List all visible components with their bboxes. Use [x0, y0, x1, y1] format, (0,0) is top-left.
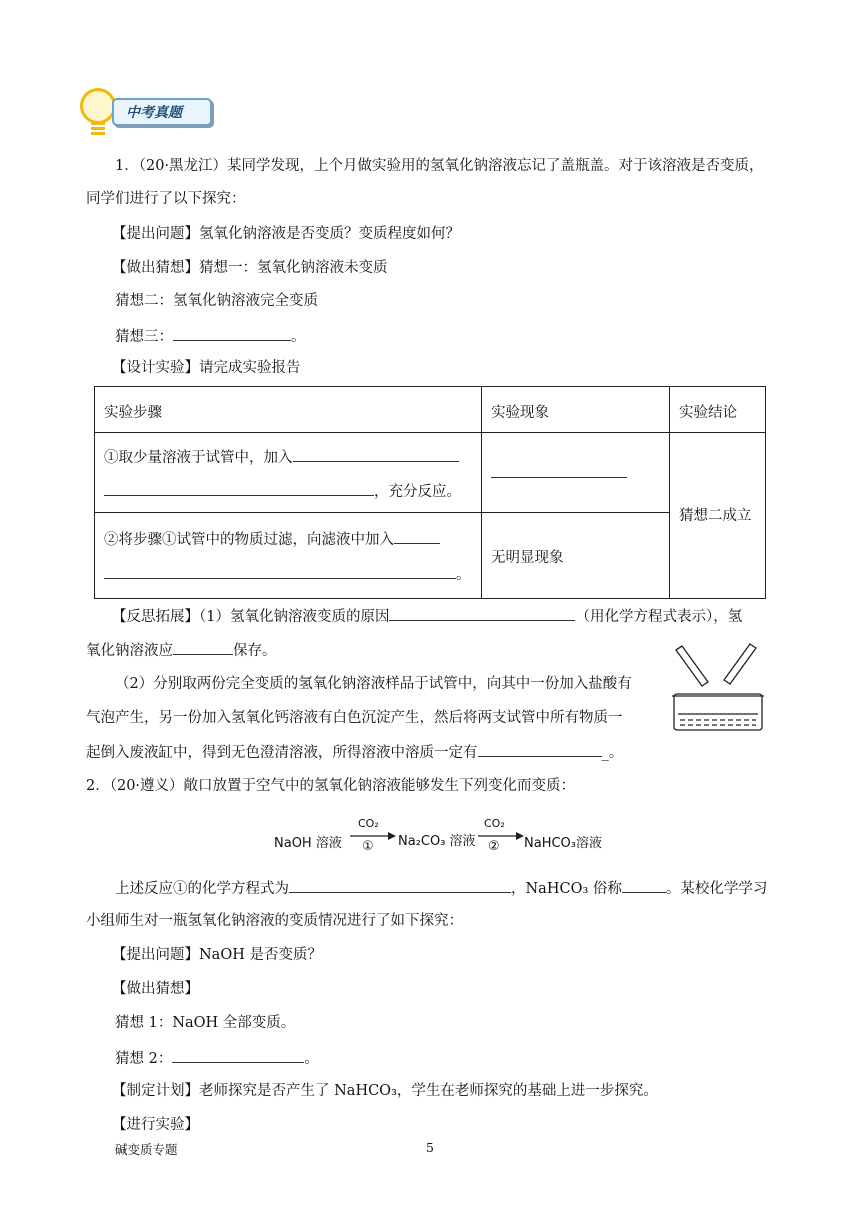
lightbulb-icon — [80, 88, 116, 124]
header-phenomenon: 实验现象 — [491, 405, 549, 421]
answer-blank[interactable] — [491, 462, 627, 478]
q1-design: 【设计实验】请完成实验报告 — [112, 360, 301, 376]
answer-blank[interactable] — [289, 877, 511, 893]
reaction-scheme — [274, 817, 614, 855]
row1-step-b: ，充分反应。 — [104, 480, 461, 501]
step-1-label: ① — [362, 839, 374, 854]
q1-reflect-2b: 气泡产生，另一份加入氢氧化钙溶液有白色沉淀产生，然后将两支试管中所有物质一 — [86, 710, 623, 726]
badge-tag — [112, 98, 212, 126]
test-tube-left-icon — [676, 646, 708, 686]
test-tube-right-icon — [724, 644, 756, 684]
q2-experiment: 【进行实验】 — [112, 1117, 199, 1133]
q2-guess-1: 猜想 1：NaOH 全部变质。 — [115, 1015, 296, 1031]
answer-blank[interactable] — [104, 480, 374, 496]
answer-blank[interactable] — [172, 1047, 304, 1063]
q2-ask: 【提出问题】NaOH 是否变质？ — [112, 947, 322, 963]
arrow-2-icon — [478, 831, 524, 841]
species-na2co3: Na₂CO₃ 溶液 — [398, 834, 476, 849]
q2-intro: 2．（20·遵义）敞口放置于空气中的氢氧化钠溶液能够发生下列变化而变质： — [86, 778, 576, 794]
step-2-label: ② — [488, 839, 500, 854]
q2-eq-2: 小组师生对一瓶氢氧化钠溶液的变质情况进行了如下探究： — [86, 913, 463, 929]
row1-phenomenon — [491, 462, 627, 482]
experiment-report-table — [94, 386, 766, 599]
answer-blank[interactable] — [622, 877, 666, 893]
q1-intro-1: 1．（20·黑龙江）某同学发现，上个月做实验用的氢氧化钠溶液忘记了盖瓶盖。对于该溶液是否变质， — [115, 158, 764, 174]
answer-blank[interactable] — [173, 325, 291, 341]
reagent-co2-1: CO₂ — [358, 817, 379, 830]
species-nahco3: NaHCO₃溶液 — [524, 836, 602, 851]
q1-reflect-2c: 起倒入废液缸中，得到无色澄清溶液，所得溶液中溶质一定有 _。 — [86, 741, 623, 764]
conclusion: 猜想二成立 — [679, 508, 752, 524]
waste-tank-icon — [672, 694, 764, 730]
species-naoh: NaOH 溶液 — [274, 836, 342, 851]
answer-blank[interactable] — [104, 563, 456, 579]
row1-step-a: ①取少量溶液于试管中，加入 — [104, 446, 459, 467]
footer-page-number: 5 — [426, 1140, 434, 1155]
answer-blank[interactable] — [478, 741, 602, 757]
q1-guess-3: 猜想三： 。 — [115, 325, 306, 348]
q1-reflect-1: 【反思拓展】（1）氢氧化钠溶液变质的原因 （用化学方程式表示），氢 — [112, 605, 742, 628]
q2-guess-title: 【做出猜想】 — [112, 981, 199, 997]
q2-plan: 【制定计划】老师探究是否产生了 NaHCO₃，学生在老师探究的基础上进一步探究。 — [112, 1083, 658, 1099]
q2-eq-1: 上述反应①的化学方程式为 ，NaHCO₃ 俗称 。某校化学学习 — [115, 877, 767, 900]
q1-ask: 【提出问题】氢氧化钠溶液是否变质？变质程度如何？ — [112, 226, 460, 242]
row2-phenomenon: 无明显现象 — [491, 550, 564, 566]
answer-blank[interactable] — [173, 639, 233, 655]
badge-label: 中考真题 — [126, 105, 182, 121]
answer-blank[interactable] — [293, 446, 459, 462]
answer-blank[interactable] — [389, 605, 575, 621]
footer-title: 碱变质专题 — [115, 1142, 178, 1157]
answer-blank[interactable] — [394, 528, 440, 544]
test-tubes-waste-tank-illustration — [662, 640, 772, 740]
reagent-co2-2: CO₂ — [484, 817, 505, 830]
row2-step-a: ②将步骤①试管中的物质过滤，向滤液中加入 — [104, 528, 440, 549]
q1-guess-1: 【做出猜想】猜想一：氢氧化钠溶液未变质 — [112, 260, 388, 276]
q2-guess-2: 猜想 2： 。 — [115, 1047, 319, 1070]
q1-guess-2: 猜想二：氢氧化钠溶液完全变质 — [115, 293, 318, 309]
header-step: 实验步骤 — [104, 405, 162, 421]
lightbulb-base-icon — [91, 122, 105, 136]
q1-reflect-2a: （2）分别取两份完全变质的氢氧化钠溶液样品于试管中，向其中一份加入盐酸有 — [115, 676, 632, 692]
q1-reflect-1-cont: 氧化钠溶液应 保存。 — [86, 639, 277, 662]
q1-intro-2: 同学们进行了以下探究： — [86, 191, 246, 207]
row2-step-b: 。 — [104, 563, 471, 584]
header-conclusion: 实验结论 — [679, 405, 737, 421]
section-badge — [80, 88, 215, 140]
